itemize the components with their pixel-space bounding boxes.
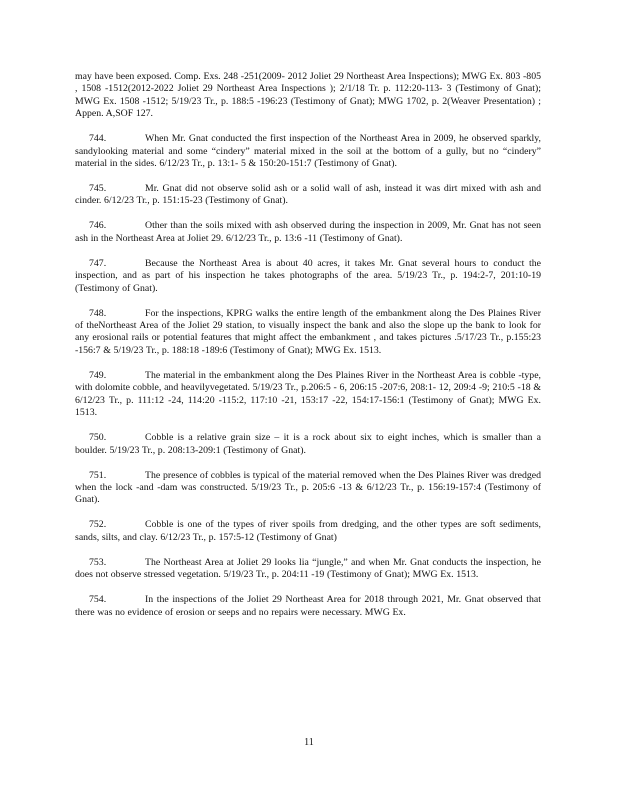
paragraph-text: Cobble is one of the types of river spoils from dredging, and the other types are soft sediments, sands, silts, and clay. 6/12/23 Tr., p. 157:5-12 (Testimony of Gnat) — [75, 519, 541, 543]
paragraph-number: 754. — [89, 594, 107, 606]
paragraph-text: In the inspections of the Joliet 29 Northeast Area for 2018 through 2021, Mr. Gnat observed that there was no evidence of erosion or seeps and no repairs were necessary. MWG Ex. — [75, 594, 541, 618]
paragraph-text: Mr. Gnat did not observe solid ash or a solid wall of ash, instead it was dirt mixed with ash and cinder. 6/12/23 Tr., p. 151:15-23 (Testimony of Gnat). — [75, 183, 541, 207]
continuation-paragraph: may have been exposed. Comp. Exs. 248 -251(2009- 2012 Joliet 29 Northeast Area Inspections); MWG Ex. 803 -805 , 1508 -1512(2012-2022 Joliet 29 Northeast Area Inspections ); 2/1/18 Tr. p. 112:20-113- 3 (Testimony of Gnat); MWG Ex. 1508 -1512; 5/19/23 Tr., p. 188:5 -196:23 (Testimony of Gnat); MWG 1702, p. 2(Weaver Presentation) ; Appen. A,SOF 127. — [75, 71, 541, 120]
document-page — [75, 71, 541, 632]
paragraph-number: 752. — [89, 519, 107, 531]
page-number: 11 — [304, 737, 314, 748]
paragraph-text: Cobble is a relative grain size – it is a rock about six to eight inches, which is smaller than a boulder. 5/19/23 Tr., p. 208:13-209:1 (Testimony of Gnat). — [75, 432, 541, 456]
paragraph-749 — [75, 370, 541, 420]
paragraph-number: 745. — [89, 183, 107, 195]
paragraph-number: 748. — [89, 307, 107, 319]
paragraph-751 — [75, 470, 541, 507]
paragraph-752 — [75, 519, 541, 544]
paragraph-748 — [75, 308, 541, 358]
paragraph-text: Because the Northeast Area is about 40 acres, it takes Mr. Gnat several hours to conduct the inspection, and as part of his inspection he takes photographs of the area. 5/19/23 Tr., p. 194:2-7, 201:10-19 (Testimony of Gnat). — [75, 257, 541, 294]
paragraph-number: 753. — [89, 556, 107, 568]
paragraph-745 — [75, 183, 541, 208]
paragraph-number: 751. — [89, 469, 107, 481]
paragraph-text: Other than the soils mixed with ash observed during the inspection in 2009, Mr. Gnat has not seen ash in the Northeast Area at Joliet 29. 6/12/23 Tr., p. 13:6 -11 (Testimony of Gnat). — [75, 220, 541, 244]
paragraph-number: 746. — [89, 220, 107, 232]
paragraph-746 — [75, 220, 541, 245]
paragraph-text: The Northeast Area at Joliet 29 looks lia “jungle,” and when Mr. Gnat conducts the inspection, he does not observe stressed vegetation. 5/19/23 Tr., p. 204:11 -19 (Testimony of Gnat); MWG Ex. 1513. — [75, 556, 541, 581]
paragraph-number: 750. — [89, 432, 107, 444]
paragraph-747 — [75, 258, 541, 295]
paragraph-number: 744. — [89, 133, 107, 145]
paragraph-text: For the inspections, KPRG walks the entire length of the embankment along the Des Plaines River of theNortheast Area of the Joliet 29 station, to visually inspect the bank and also the slope up the bank to look for any erosional rails or potential features that might affect the embankment , and takes pictures .5/17/23 Tr., p.155:23 -156:7 & 5/19/23 Tr., p. 188:18 -189:6 (Testimony of Gnat); MWG Ex. 1513. — [75, 307, 541, 356]
paragraph-text: The material in the embankment along the Des Plaines River in the Northeast Area is cobble -type, with dolomite cobble, and heavilyvegetated. 5/19/23 Tr., p.206:5 - 6, 206:15 -207:6, 208:1- 12, 209:4 -9; 210:5 -18 & 6/12/23 Tr., p. 111:12 -24, 114:20 -115:2, 117:10 -21, 153:17 -22, 154:17-156:1 (Testimony of Gnat); MWG Ex. 1513. — [75, 369, 541, 419]
paragraph-number: 747. — [89, 257, 107, 269]
paragraph-753 — [75, 557, 541, 582]
paragraph-text: When Mr. Gnat conducted the first inspection of the Northeast Area in 2009, he observed sparkly, sandylooking material and some “cindery” material mixed in the soil at the bottom of a gully, but no “cindery” material in the sides. 6/12/23 Tr., p. 13:1- 5 & 150:20-151:7 (Testimony of Gnat). — [75, 133, 541, 170]
paragraph-text: The presence of cobbles is typical of the material removed when the Des Plaines River was dredged when the lock -and -dam was constructed. 5/19/23 Tr., p. 205:6 -13 & 6/12/23 Tr., p. 156:19-157:4 (Testimony of Gnat). — [75, 469, 541, 506]
paragraph-754 — [75, 594, 541, 619]
paragraph-750 — [75, 432, 541, 457]
paragraph-744 — [75, 133, 541, 170]
paragraph-number: 749. — [89, 369, 107, 381]
